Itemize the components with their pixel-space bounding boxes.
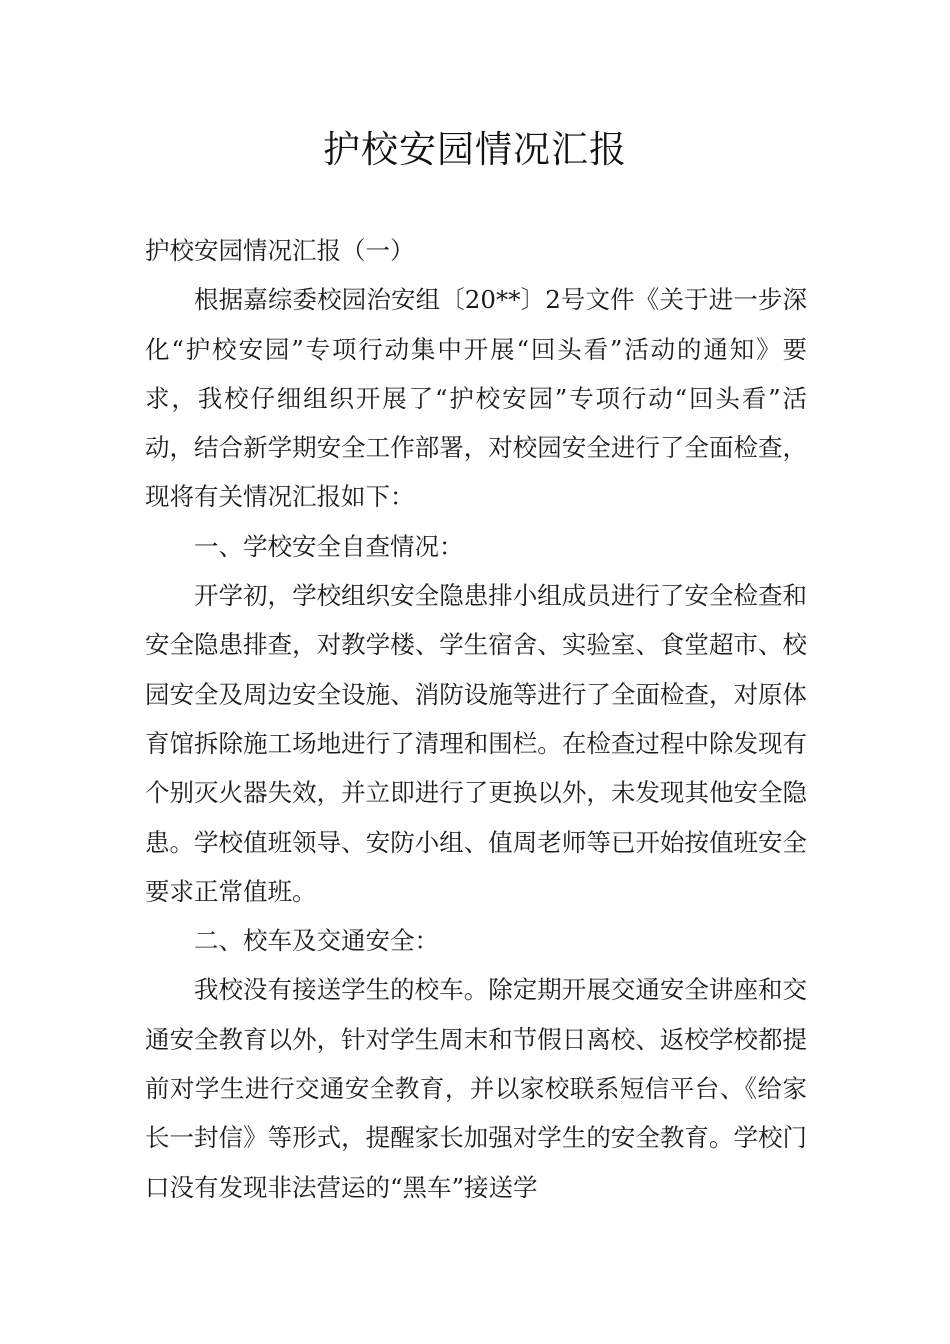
paragraph-self-inspection: 开学初，学校组织安全隐患排小组成员进行了安全检查和安全隐患排查，对教学楼、学生宿舍、实验室、食堂超市、校园安全及周边安全设施、消防设施等进行了全面检查，对原体育馆拆除施工场地进行了清理和围栏。在检查过程中除发现有个别灭火器失效，并立即进行了更换以外，未发现其他安全隐患。学校值班领导、安防小组、值周老师等已开始按值班安全要求正常值班。 [145,581,807,906]
paragraph-traffic-safety: 我校没有接送学生的校车。除定期开展交通安全讲座和交通安全教育以外，针对学生周末和节假日离校、返校学校都提前对学生进行交通安全教育，并以家校联系短信平台、《给家长一封信》等形式，提醒家长加强对学生的安全教育。学校门口没有发现非法营运的“黑车”接送学 [145,975,807,1202]
heading-self-inspection: 一、学校安全自查情况： [194,531,464,561]
paragraph-intro: 根据嘉综委校园治安组〔20**〕2号文件《关于进一步深化“护校安园”专项行动集中开展“回头看”活动的通知》要求，我校仔细组织开展了“护校安园”专项行动“回头看”活动，结合新学期安全工作部署，对校园安全进行了全面检查，现将有关情况汇报如下： [145,285,807,512]
section-subtitle: 护校安园情况汇报（一） [145,236,415,265]
heading-traffic-safety: 二、校车及交通安全： [194,926,439,956]
document-title: 护校安园情况汇报 [323,128,627,171]
document-body [145,226,807,1212]
